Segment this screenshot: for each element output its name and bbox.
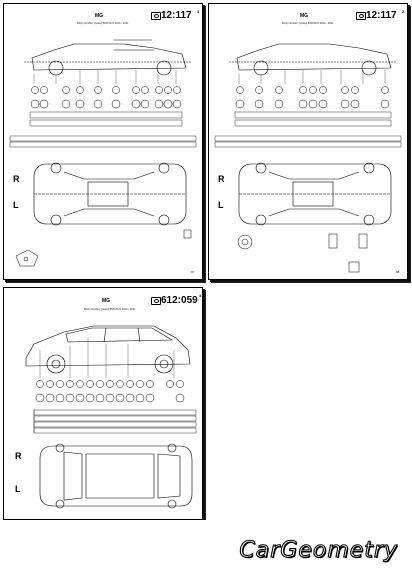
sheet-superscript: 2 [402,9,405,14]
page-number: 98 [396,270,400,274]
right-side-label: R [15,451,22,461]
sheet-superscript: 4 [199,293,202,298]
diagram-sheet-1 [3,3,203,280]
sheet-superscript: 1 [197,9,200,14]
diagram-sheet-2 [208,3,408,280]
vehicle-underbody-diagram [4,4,202,279]
sheet-code: 612:059 [161,295,198,306]
sheet-code: 12:117 [366,10,397,21]
site-logo: CarGeometry [239,538,398,563]
left-side-label: L [15,484,21,494]
brand-label: MG [300,13,309,19]
page-number: 97 [191,270,195,274]
vehicle-underbody-diagram [209,4,407,279]
subtitle: Body Number: [Index] 5DR/SUV 2016 - 2021 [282,22,334,25]
brand-label: MG [95,13,104,19]
subtitle: Body Number: [Index] 5DR/SUV 2016 - 2021 [77,22,129,25]
left-side-label: L [13,200,19,210]
subtitle: Body Number: [Index] 5DR/SUV 2016 - 2021 [84,308,136,311]
sheet-code: 12:117 [161,10,192,21]
right-side-label: R [218,174,225,184]
vehicle-body-diagram [4,288,202,519]
brand-label: MG [102,298,111,304]
right-side-label: R [13,174,20,184]
left-side-label: L [218,200,224,210]
diagram-sheet-3 [3,287,203,520]
